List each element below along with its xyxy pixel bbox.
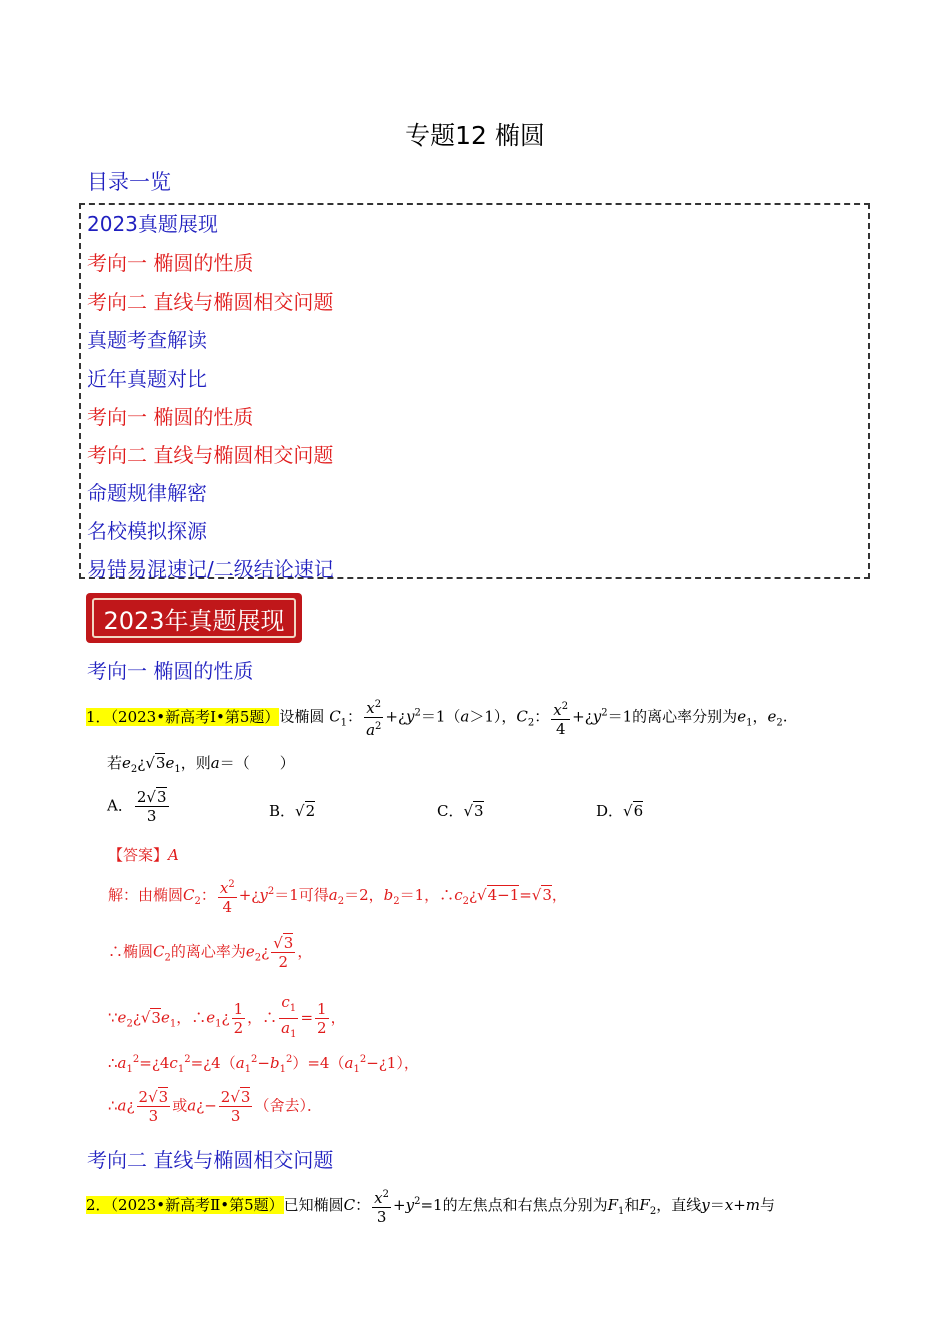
toc-heading: 目录一览 bbox=[87, 170, 171, 194]
q1-option-c[interactable]: C．√3 bbox=[437, 802, 484, 820]
toc-item-8[interactable]: 命题规律解密 bbox=[87, 481, 207, 505]
banner-text: 2023年真题展现 bbox=[103, 607, 285, 635]
q1-option-a[interactable]: A． $\frac{2√3}{3}$ bbox=[107, 788, 167, 825]
q1-stem-line: 1．（2023•新高考Ⅰ•第5题）设椭圆 $C_1$： $\frac{x^2}{a^2}$ $+¿y^2=1(a>1)$，$C_2$： $\frac{x^2}{4}$ $+¿y^2=1$的离心率分别为$e_1$，$e_2$. bbox=[86, 696, 788, 739]
q1-solution-1: 解：由椭圆$C_2$： $\frac{x^2}{4}$ $+¿y^2=1$可得$a_2=2$，$b_2=1$，$\therefore c_2¿√4-1=√3$， bbox=[108, 876, 567, 916]
section-heading-1: 考向一 椭圆的性质 bbox=[87, 659, 254, 683]
toc-item-3[interactable]: 考向二 直线与椭圆相交问题 bbox=[87, 290, 334, 314]
toc-item-1[interactable]: 2023真题展现 bbox=[87, 212, 218, 236]
toc-item-10[interactable]: 易错易混速记/二级结论速记 bbox=[87, 557, 334, 581]
section-banner bbox=[86, 593, 302, 643]
toc-item-2[interactable]: 考向一 椭圆的性质 bbox=[87, 251, 254, 275]
q1-tag: 1．（2023•新高考Ⅰ•第5题） bbox=[86, 707, 280, 726]
toc-item-6[interactable]: 考向一 椭圆的性质 bbox=[87, 405, 254, 429]
q1-stem-line-2: 若$e_2¿√3e_1$，则a＝（ ） bbox=[107, 754, 295, 775]
toc-item-9[interactable]: 名校模拟探源 bbox=[87, 519, 207, 543]
toc-item-7[interactable]: 考向二 直线与椭圆相交问题 bbox=[87, 443, 334, 467]
page-title: 专题12 椭圆 bbox=[405, 121, 545, 150]
q1-answer: 【答案】A bbox=[108, 846, 179, 864]
toc-item-5[interactable]: 近年真题对比 bbox=[87, 367, 207, 391]
q1-option-b[interactable]: B．√2 bbox=[269, 802, 316, 820]
section-heading-2: 考向二 直线与椭圆相交问题 bbox=[87, 1148, 334, 1172]
q1-solution-5: ∴a¿ $\frac{2√3}{3}$ 或a¿− $\frac{2√3}{3}$ （舍去）． bbox=[108, 1088, 322, 1125]
q1-solution-2: ∴椭圆$C_2$的离心率为$e_2¿$ $\frac{√3}{2}$ ， bbox=[108, 934, 313, 971]
q2-tag: 2．（2023•新高考Ⅱ•第5题） bbox=[86, 1196, 284, 1214]
toc-item-4[interactable]: 真题考查解读 bbox=[87, 328, 207, 352]
q1-option-d[interactable]: D．√6 bbox=[596, 802, 644, 820]
q1-solution-3: $\because e_2¿√3e_1$，$\therefore e_1¿$ $\frac{1}{2}$ ，∴ $\frac{c_1}{a_1}$ = $\frac{1}{2}$ ， bbox=[108, 993, 346, 1040]
q1-solution-4: $\therefore a_1^2=¿4c_1^2=¿4(a_1^2-b_1^2)=4(a_1^2-¿1)$， bbox=[108, 1054, 419, 1075]
q2-stem-line: 2．（2023•新高考Ⅱ•第5题）已知椭圆C： $\frac{x^2}{3}$ $+y^2=1$的左焦点和右焦点分别为$F_1$和$F_2$，直线y＝x+m与 bbox=[86, 1186, 775, 1226]
